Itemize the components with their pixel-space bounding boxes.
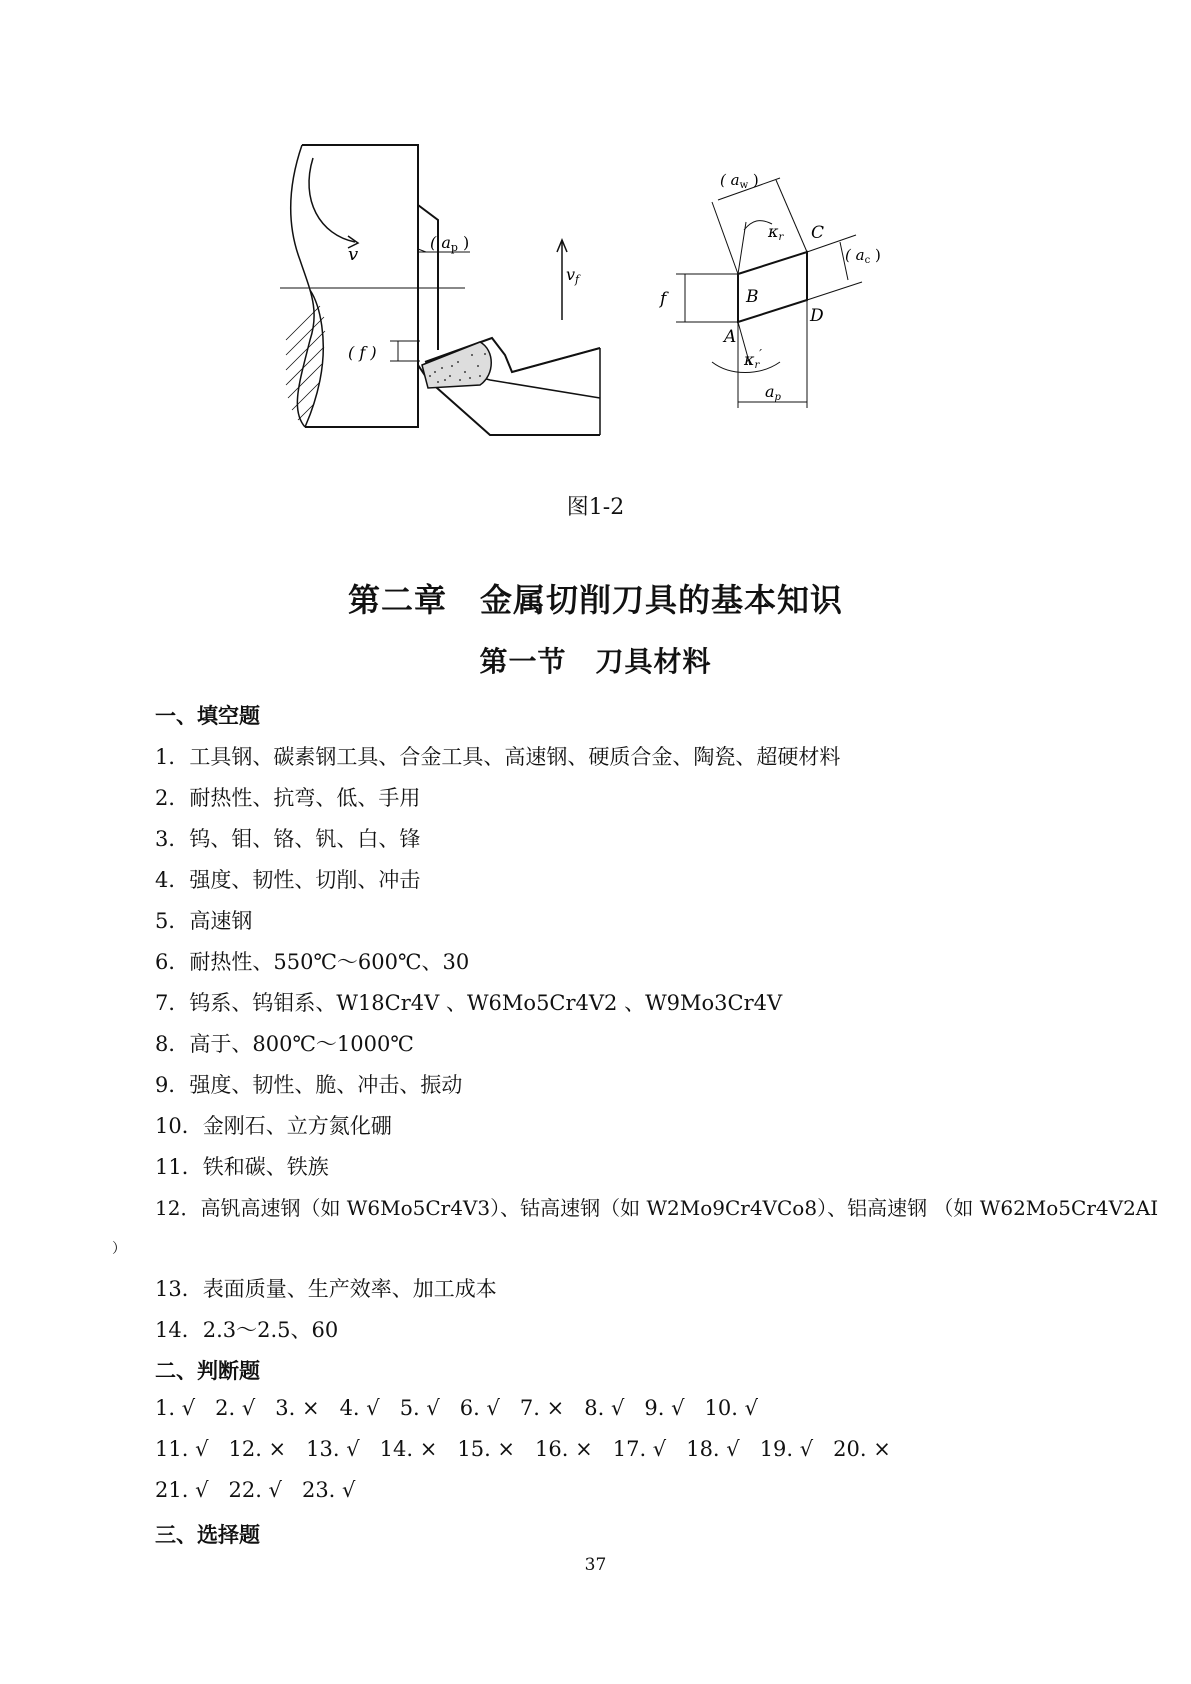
label-ac: ( $a_c$ ) bbox=[845, 246, 881, 266]
fill-answer-6: 6．耐热性、550℃～600℃、30 bbox=[155, 950, 470, 974]
cutting-diagram bbox=[280, 140, 940, 480]
fill-answer-12: 12．高钒高速钢（如 W6Mo5Cr4V3）、钴高速钢（如 W2Mo9Cr4VCo8）、铝高速钢 （如 W62Mo5Cr4V2AI bbox=[155, 1196, 1159, 1220]
label-B: B bbox=[746, 287, 759, 307]
fill-answer-9: 9．强度、韧性、脆、冲击、振动 bbox=[155, 1073, 463, 1097]
fill-answer-4: 4．强度、韧性、切削、冲击 bbox=[155, 868, 421, 892]
label-ap-right: ap bbox=[765, 382, 781, 403]
label-aw: ( $a_w$ ) bbox=[720, 171, 759, 191]
label-kr-prime: κr′ bbox=[744, 347, 763, 371]
fill-answer-8: 8．高于、800℃～1000℃ bbox=[155, 1032, 414, 1056]
judge-row-2: 11. √ 12. × 13. √ 14. × 15. × 16. × 17. √ 18. √ 19. √ 20. × bbox=[155, 1437, 891, 1461]
figure-caption: 图1-2 bbox=[566, 495, 625, 520]
judge-row-3: 21. √ 22. √ 23. √ bbox=[155, 1478, 356, 1502]
fill-heading: 一、填空题 bbox=[155, 704, 260, 728]
fill-answer-14: 14．2.3～2.5、60 bbox=[155, 1318, 339, 1342]
fill-answer-7: 7．钨系、钨钼系、W18Cr4V 、W6Mo5Cr4V2 、W9Mo3Cr4V bbox=[155, 991, 783, 1015]
fill-answer-1: 1．工具钢、碳素钢工具、合金工具、高速钢、硬质合金、陶瓷、超硬材料 bbox=[155, 745, 841, 769]
fill-answer-2: 2．耐热性、抗弯、低、手用 bbox=[155, 786, 421, 810]
page-number: 37 bbox=[584, 1555, 607, 1575]
label-C: C bbox=[811, 223, 825, 243]
fill-answer-13: 13．表面质量、生产效率、加工成本 bbox=[155, 1277, 497, 1301]
fill-answer-10: 10．金刚石、立方氮化硼 bbox=[155, 1114, 392, 1138]
chip-dimensions bbox=[676, 178, 862, 408]
label-A: A bbox=[724, 327, 737, 347]
judge-row-1: 1. √ 2. √ 3. × 4. √ 5. √ 6. √ 7. × 8. √ 9. √ 10. √ bbox=[155, 1396, 758, 1420]
label-kr: κr bbox=[768, 222, 784, 243]
label-v: v bbox=[348, 244, 359, 265]
label-D: D bbox=[810, 306, 824, 326]
choice-heading: 三、选择题 bbox=[155, 1523, 260, 1547]
fill-answer-12-wrap: ） bbox=[112, 1241, 126, 1257]
label-f: f bbox=[660, 289, 667, 309]
figure-1-2 bbox=[280, 140, 940, 480]
fill-answer-3: 3．钨、钼、铬、钒、白、锋 bbox=[155, 827, 421, 851]
chapter-title: 第二章 金属切削刀具的基本知识 bbox=[347, 581, 843, 619]
fill-answer-5: 5．高速钢 bbox=[155, 909, 253, 933]
hatch-lines bbox=[286, 306, 325, 420]
fill-answer-11: 11．铁和碳、铁族 bbox=[155, 1155, 329, 1179]
label-ap-left: ( ap ) bbox=[430, 233, 470, 254]
label-vf: vf bbox=[566, 265, 580, 286]
judge-heading: 二、判断题 bbox=[155, 1359, 260, 1383]
insert-shape bbox=[422, 342, 491, 388]
label-f-paren: ( f ) bbox=[348, 343, 377, 362]
f-dimension bbox=[390, 341, 420, 361]
section-title: 第一节 刀具材料 bbox=[479, 645, 712, 678]
